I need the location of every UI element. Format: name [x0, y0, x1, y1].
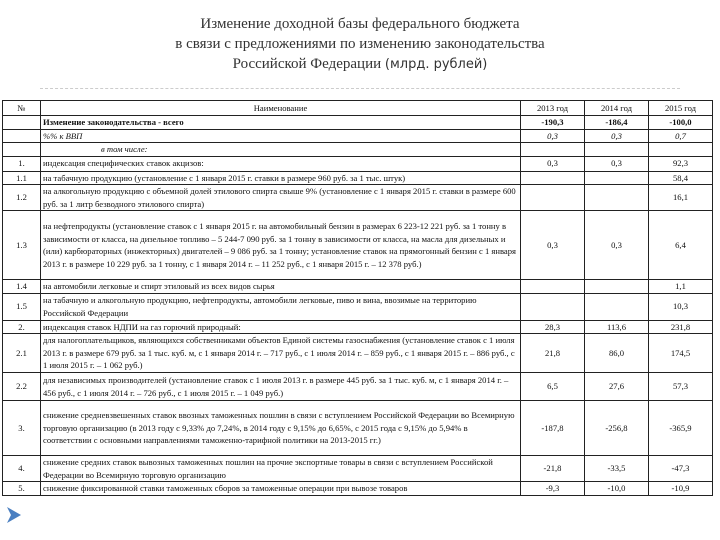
title-line-1: Изменение доходной базы федерального бюджета: [200, 16, 520, 32]
value-2013: 28,3: [521, 320, 585, 334]
value-2013: [521, 171, 585, 185]
table-row: [3, 116, 713, 130]
row-number: 3.: [3, 401, 41, 456]
value-2014: -256,8: [585, 401, 649, 456]
table-row: [3, 293, 713, 320]
value-2015: -100,0: [649, 116, 713, 130]
title-line-3: Российской Федерации: [232, 56, 382, 72]
table-row: [3, 156, 713, 171]
title-unit: (млрд. рублей): [384, 57, 488, 72]
table-row: [3, 280, 713, 294]
value-2013: [521, 143, 585, 157]
value-2013: [521, 280, 585, 294]
table-row: [3, 129, 713, 143]
row-number: [3, 143, 41, 157]
value-2015: 10,3: [649, 293, 713, 320]
value-2014: -33,5: [585, 456, 649, 482]
row-name: %% к ВВП: [41, 129, 521, 143]
row-number: 2.1: [3, 334, 41, 373]
row-number: 1.: [3, 156, 41, 171]
value-2014: 113,6: [585, 320, 649, 334]
value-2014: [585, 293, 649, 320]
table-header-row: [3, 101, 713, 116]
value-2014: 0,3: [585, 156, 649, 171]
value-2013: [521, 185, 585, 211]
value-2014: [585, 143, 649, 157]
table-row: [3, 456, 713, 482]
row-number: 1.4: [3, 280, 41, 294]
table-row: [3, 171, 713, 185]
value-2014: 86,0: [585, 334, 649, 373]
row-number: [3, 129, 41, 143]
value-2013: -9,3: [521, 482, 585, 496]
value-2013: -190,3: [521, 116, 585, 130]
value-2015: -365,9: [649, 401, 713, 456]
table-row: [3, 373, 713, 401]
row-name: Изменение законодательства - всего: [41, 116, 521, 130]
row-name: снижение средних ставок вывозных таможенных пошлин на прочие экспортные товары в связи с вступлением Российской Федерации во Всемирную торговую организацию: [41, 456, 521, 482]
value-2015: 57,3: [649, 373, 713, 401]
header-2014: 2014 год: [585, 101, 649, 116]
title-line-2: в связи с предложениями по изменению законодательства: [175, 36, 545, 52]
row-number: [3, 116, 41, 130]
row-name: для независимых производителей (установление ставок с 1 июля 2013 г. в размере 445 руб. за 1 тыс. куб. м, с 1 января 2014 г. – 456 руб., с 1 июля 2014 г. – 726 руб., с 1 июля 2015 г. – 1 049 руб.): [41, 373, 521, 401]
row-name: на нефтепродукты (установление ставок с 1 января 2015 г. на автомобильный бензин в размерах 6 223-12 221 руб. за 1 тонну в зависимости от класса, на дизельное топливо – 5 244-7 090 руб. за 1 тонну в зависимости от класса, на масла для дизельных и (или) карбюраторных (инжекторных) двигателей – 9 086 руб. за 1 тонну; установление ставок на прямогонный бензин с 1 января 2013 г. в размере 10 229 руб. за 1 тонну, с 1 января 2014 г. – 11 252 руб., с 1 января 2015 г. – 12 378 руб.): [41, 211, 521, 280]
value-2013: -21,8: [521, 456, 585, 482]
nav-arrow-icon[interactable]: [6, 506, 22, 524]
value-2013: -187,8: [521, 401, 585, 456]
row-name: в том числе:: [41, 143, 521, 157]
value-2015: 231,8: [649, 320, 713, 334]
row-number: 1.2: [3, 185, 41, 211]
row-name: для налогоплательщиков, являющихся собственниками объектов Единой системы газоснабжения (установление ставок с 1 июля 2013 г. в размере 679 руб. за 1 тыс. куб. м, с 1 января 2014 г. – 717 руб., с 1 июля 2014 г. – 859 руб., с 1 января 2015 г. – 886 руб., с 1 июля 2015 г. – 1 062 руб.): [41, 334, 521, 373]
value-2015: 1,1: [649, 280, 713, 294]
row-name: индексация специфических ставок акцизов:: [41, 156, 521, 171]
row-name: на алкогольную продукцию с объемной долей этилового спирта свыше 9% (установление с 1 января 2015 г. ставки в размере 600 руб. за 1 литр безводного этилового спирта): [41, 185, 521, 211]
value-2014: 27,6: [585, 373, 649, 401]
value-2014: -10,0: [585, 482, 649, 496]
value-2013: 0,3: [521, 129, 585, 143]
value-2013: 0,3: [521, 211, 585, 280]
row-number: 5.: [3, 482, 41, 496]
value-2015: -10,9: [649, 482, 713, 496]
value-2015: 58,4: [649, 171, 713, 185]
row-number: 1.3: [3, 211, 41, 280]
header-2013: 2013 год: [521, 101, 585, 116]
value-2014: [585, 185, 649, 211]
row-name: снижение фиксированной ставки таможенных сборов за таможенные операции при вывозе товаров: [41, 482, 521, 496]
value-2015: 16,1: [649, 185, 713, 211]
header-2015: 2015 год: [649, 101, 713, 116]
header-name: Наименование: [41, 101, 521, 116]
value-2015: 6,4: [649, 211, 713, 280]
table-row: [3, 482, 713, 496]
value-2015: -47,3: [649, 456, 713, 482]
row-name: снижение средневзвешенных ставок ввозных таможенных пошлин в связи с вступлением Российской Федерации во Всемирную торговую организацию (в 2013 году с 9,33% до 7,24%, в 2014 году с 9,15% до 6,65%, с 2015 года с 9,15% до 5,94% в соответствии с основными направлениями таможенно-тарифной политики на 2013-2015 гг.): [41, 401, 521, 456]
title-divider: [40, 88, 680, 89]
value-2013: 21,8: [521, 334, 585, 373]
slide-title: [0, 14, 720, 75]
value-2015: 174,5: [649, 334, 713, 373]
value-2013: [521, 293, 585, 320]
row-number: 2.: [3, 320, 41, 334]
header-no: №: [3, 101, 41, 116]
row-name: индексация ставок НДПИ на газ горючий природный:: [41, 320, 521, 334]
table-row: [3, 185, 713, 211]
table-row: [3, 211, 713, 280]
value-2013: 6,5: [521, 373, 585, 401]
table-row: [3, 401, 713, 456]
row-name: на табачную продукцию (установление с 1 января 2015 г. ставки в размере 960 руб. за 1 тыс. штук): [41, 171, 521, 185]
table-row: [3, 143, 713, 157]
value-2015: 0,7: [649, 129, 713, 143]
row-number: 2.2: [3, 373, 41, 401]
row-name: на автомобили легковые и спирт этиловый из всех видов сырья: [41, 280, 521, 294]
value-2013: 0,3: [521, 156, 585, 171]
table-row: [3, 320, 713, 334]
budget-table: [2, 100, 713, 496]
value-2014: [585, 280, 649, 294]
row-name: на табачную и алкогольную продукцию, нефтепродукты, автомобили легковые, пиво и вина, ввозимые на территорию Российской Федерации: [41, 293, 521, 320]
row-number: 1.1: [3, 171, 41, 185]
value-2014: 0,3: [585, 211, 649, 280]
value-2014: 0,3: [585, 129, 649, 143]
row-number: 1.5: [3, 293, 41, 320]
value-2014: -186,4: [585, 116, 649, 130]
value-2015: [649, 143, 713, 157]
table-row: [3, 334, 713, 373]
value-2014: [585, 171, 649, 185]
value-2015: 92,3: [649, 156, 713, 171]
row-number: 4.: [3, 456, 41, 482]
